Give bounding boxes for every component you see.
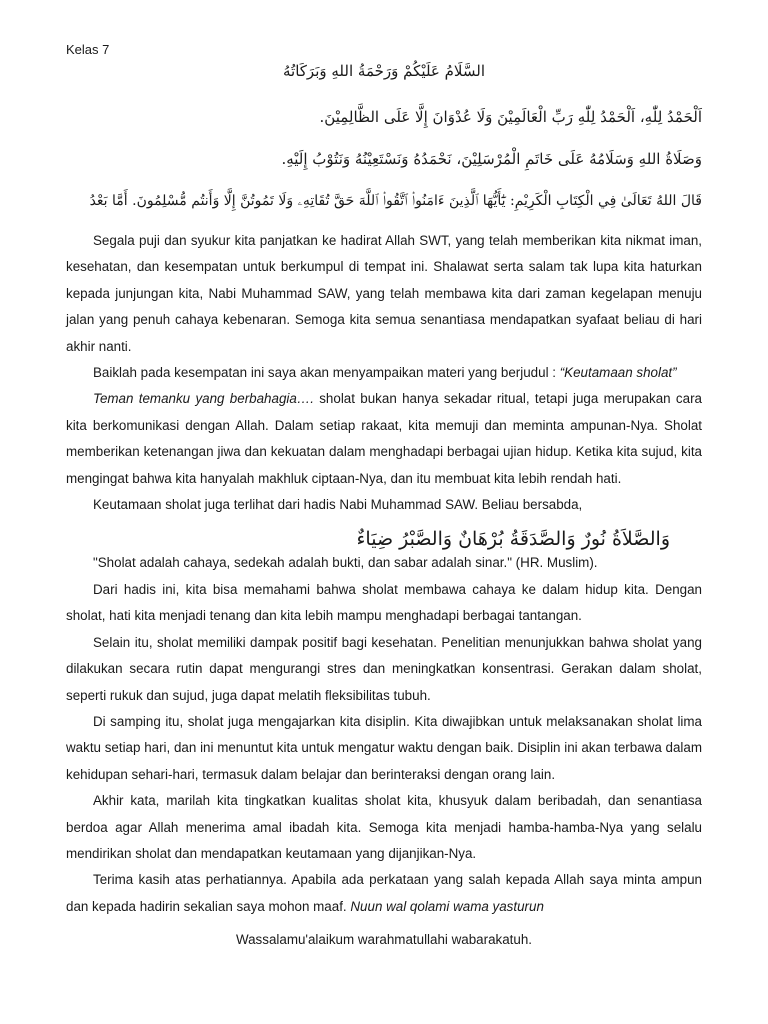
paragraph-prayer-meaning [66, 386, 702, 492]
thanks-text: Terima kasih atas perhatiannya. Apabila ada perkataan yang salah kepada Allah saya minta ampun dan kepada hadirin sekalian saya mohon maaf. [66, 872, 702, 914]
arabic-salam: السَّلَامُ عَلَيْكُمْ وَرَحْمَةُ اللهِ وَبَرَكَاتُهُ [283, 62, 485, 80]
prayer-meaning-text: sholat bukan hanya sekadar ritual, tetapi juga merupakan cara kita berkomunikasi dengan Allah. Dalam setiap rakaat, kita memuji dan meminta ampunan-Nya. Sholat memberikan ketenangan jiwa dan kekuatan dalam menghadapi berbagai ujian hidup. Ketika kita sujud, kita mengingat bahwa kita hanyalah makhluk ciptaan-Nya, dan itu membuat kita lebih rendah hati. [66, 391, 702, 486]
audience-greeting: Teman temanku yang berbahagia…. [93, 391, 314, 407]
paragraph-hadith-intro: Keutamaan sholat juga terlihat dari hadis Nabi Muhammad SAW. Beliau bersabda, [93, 497, 583, 513]
paragraph-discipline: Di samping itu, sholat juga mengajarkan kita disiplin. Kita diwajibkan untuk melaksanakan sholat lima waktu setiap hari, dan ini menuntut kita untuk mengatur waktu dengan baik. Disiplin ini akan terbawa dalam kehidupan sehari-hari, termasuk dalam belajar dan berinteraksi dengan orang lain. [66, 713, 702, 782]
speech-body [66, 228, 702, 920]
paragraph-conclusion: Akhir kata, marilah kita tingkatkan kualitas sholat kita, khusyuk dalam beribadah, dan senantiasa berdoa agar Allah menerima amal ibadah kita. Semoga kita menjadi hamba-hamba-Nya yang selalu mendirikan sholat dan mendapatkan keutamaan yang dijanjikan-Nya. [66, 793, 702, 861]
closing-phrase: Nuun wal qolami wama yasturun [350, 898, 544, 914]
arabic-ayat: قَالَ اللهُ تَعَالَىٰ فِي الْكِتَابِ الْكَرِيْمِ: يَٰٓأَيُّهَا ٱلَّذِينَ ءَامَنُوا۟ ٱتَّقُوا۟ ٱللَّهَ حَقَّ تُقَاتِهِۦ وَلَا تَمُوتُنَّ إِلَّا وَأَنتُم مُّسْلِمُونَ. أَمَّا بَعْدُ [89, 193, 702, 209]
arabic-shalawat: وَصَلَاةُ اللهِ وَسَلَامُهُ عَلَى خَاتَمِ الْمُرْسَلِيْنَ، نَحْمَدُهُ وَنَسْتَعِيْنُهُ وَنَتُوْبُ إِلَيْهِ. [281, 150, 702, 168]
topic-lead: Baiklah pada kesempatan ini saya akan menyampaikan materi yang berjudul : [93, 365, 560, 381]
closing-salam: Wassalamu'alaikum warahmatullahi wabarakatuh. [235, 932, 533, 947]
paragraph-hadith-explanation: Dari hadis ini, kita bisa memahami bahwa sholat membawa cahaya ke dalam hidup kita. Dengan sholat, hati kita menjadi tenang dan kita lebih mampu menghadapi berbagai tantangan. [66, 581, 702, 624]
arabic-hadith: وَالصَّلاَةُ نُورٌ وَالصَّدَقَةُ بُرْهَانٌ وَالصَّبْرُ ضِيَاءٌ [356, 528, 670, 550]
paragraph-health: Selain itu, sholat memiliki dampak positif bagi kesehatan. Penelitian menunjukkan bahwa sholat yang dilakukan secara rutin dapat mengurangi stres dan meningkatkan konsentrasi. Gerakan dalam sholat, seperti rukuk dan sujud, juga dapat melatih fleksibilitas tubuh. [66, 634, 702, 703]
topic-title: “Keutamaan sholat” [559, 365, 677, 381]
paragraph-thanks [66, 867, 702, 920]
paragraph-topic [66, 360, 702, 386]
paragraph-opening: Segala puji dan syukur kita panjatkan ke hadirat Allah SWT, yang telah memberikan kita nikmat iman, kesehatan, dan kesempatan untuk berkumpul di tempat ini. Shalawat serta salam tak lupa kita haturkan kepada junjungan kita, Nabi Muhammad SAW, yang telah membawa kita dari zaman kegelapan menuju jalan yang penuh cahaya kebenaran. Semoga kita semua senantiasa mendapatkan syafaat beliau di hari akhir nanti. [66, 233, 702, 354]
class-label: Kelas 7 [66, 42, 110, 57]
arabic-hamdalah: اَلْحَمْدُ لِلّٰهِ، اَلْحَمْدُ لِلّٰهِ رَبِّ الْعَالَمِيْنَ وَلَا عُدْوَانَ إِلَّا عَلَى الظَّالِمِيْنَ. [319, 108, 702, 126]
paragraph-hadith-translation: "Sholat adalah cahaya, sedekah adalah bukti, dan sabar adalah sinar." (HR. Muslim). [93, 555, 598, 571]
